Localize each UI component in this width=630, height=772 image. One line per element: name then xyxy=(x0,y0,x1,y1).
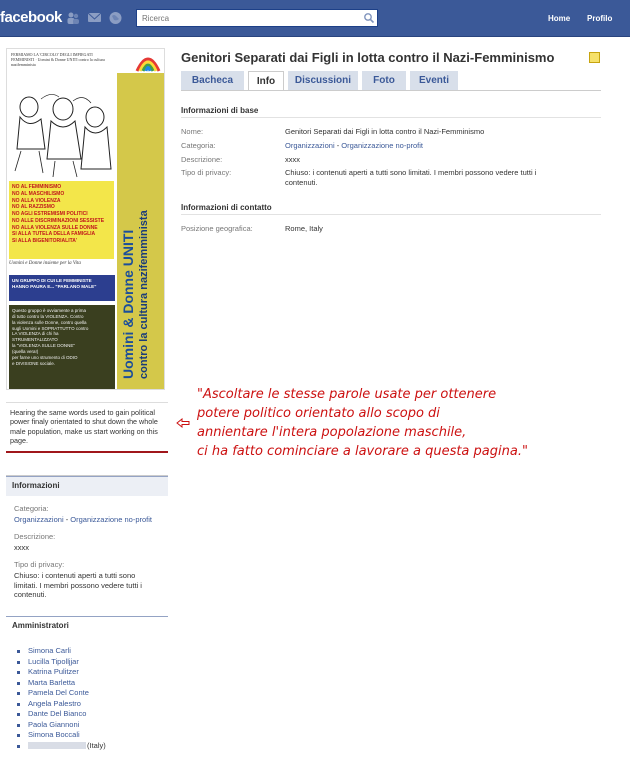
category-link-organizzazioni[interactable]: Organizzazioni xyxy=(14,515,64,525)
facebook-logo[interactable]: facebook xyxy=(0,9,62,26)
statement-line: la violenza sulle Donne, contro quella xyxy=(12,319,87,325)
messages-icon[interactable] xyxy=(87,11,102,25)
redacted-name xyxy=(28,742,86,749)
tabs-divider xyxy=(181,90,601,91)
category-link-no-profit[interactable]: Organizzazione no-profit xyxy=(70,515,152,525)
poster-header-text: FERMIAMO LA 'CIRCOLO' DEGLI IMPIEGATI FEMMINISTI · Uomini & Donne UNITI contro la cultura nazifemminista xyxy=(11,52,105,67)
sidebar-category-value xyxy=(14,515,160,525)
poster-slogan: Uomini e Donne insieme per la Vita xyxy=(9,261,81,266)
quote-line: "Ascoltare le stesse parole usate per ottenere xyxy=(197,387,497,402)
page-type-icon xyxy=(589,52,600,63)
page-description: Hearing the same words used to gain political power finaly orientated to shut down the whole male population, make us start working on this page. xyxy=(6,402,168,453)
basic-info-divider xyxy=(181,117,601,118)
category-value xyxy=(285,141,423,151)
search-icon[interactable] xyxy=(363,12,375,24)
quote-line: annientare l'intera popolazione maschile, xyxy=(197,425,467,440)
notifications-globe-icon[interactable] xyxy=(108,11,123,25)
location-value: Rome, Italy xyxy=(285,224,323,233)
slogan-line: NO AGLI ESTREMISMI POLITICI xyxy=(12,211,88,217)
notification-icons xyxy=(66,11,126,27)
category-label: Categoria: xyxy=(181,141,216,150)
admin-location: (Italy) xyxy=(87,740,106,750)
admin-link-redacted[interactable] xyxy=(14,741,160,752)
annotation-quote xyxy=(197,385,627,461)
description-value: xxxx xyxy=(285,155,300,164)
slogan-line: SI ALLA BIGENITORIALITA' xyxy=(12,238,78,244)
side-banner-line2: contro la cultura nazifemminista xyxy=(138,210,150,379)
sidebar-category-label: Categoria: xyxy=(14,504,49,514)
admin-link[interactable]: Katrina Pulitzer xyxy=(14,667,160,678)
statement-line: sugli Uomini e SOPRATTUTTO contro xyxy=(12,325,89,331)
statement-line: per farne uno strumento di ODIO xyxy=(12,354,78,360)
description-label: Descrizione: xyxy=(181,155,223,164)
blue-banner-line: UN GRUPPO DI CUI LE FEMMINISTE xyxy=(12,278,92,283)
statement-line: e DIVISIONE sociale. xyxy=(12,360,56,366)
quote-line: ci ha fatto cominciare a lavorare a questa pagina." xyxy=(197,444,528,459)
statement-line: di tutto contro la VIOLENZA. Contro xyxy=(12,313,84,319)
side-banner-text xyxy=(119,61,151,379)
side-banner-line1: Uomini & Donne UNITI xyxy=(120,229,136,379)
basic-info-title: Informazioni di base xyxy=(181,106,259,115)
slogan-line: NO ALLE DISCRIMINAZIONI SESSISTE xyxy=(12,217,105,224)
admin-link[interactable]: Dante Del Bianco xyxy=(14,709,160,720)
admin-link[interactable]: Lucilla Tipolljjar xyxy=(14,657,160,668)
sidebar-info-box xyxy=(6,475,168,606)
statement-line: la "VIOLENZA SULLE DONNE" xyxy=(12,343,75,349)
statement-line: STRUMENTALIZZATO xyxy=(12,337,58,343)
privacy-value: Chiuso: i contenuti aperti a tutti sono limitati. I membri possono vedere tutti i contenuti. xyxy=(285,168,537,188)
tab-bacheca[interactable]: Bacheca xyxy=(181,71,244,91)
top-bar xyxy=(0,0,630,37)
quote-line: potere politico orientato allo scopo di xyxy=(197,406,440,421)
tab-discussioni[interactable]: Discussioni xyxy=(288,71,358,91)
category-separator: - xyxy=(334,141,342,150)
admin-link[interactable]: Simona Carli xyxy=(14,646,160,657)
blue-banner-line: HANNO PAURA E... "PARLANO MALE" xyxy=(12,283,97,289)
page-title: Genitori Separati dai Figli in lotta contro il Nazi-Femminismo xyxy=(181,50,555,65)
profile-picture[interactable] xyxy=(6,48,165,390)
admins-title: Amministratori xyxy=(6,616,168,636)
name-label: Nome: xyxy=(181,127,204,136)
poster-blue-banner xyxy=(9,275,115,301)
search-input[interactable] xyxy=(137,10,357,26)
arrow-left-icon xyxy=(176,418,190,428)
location-label: Posizione geografica: xyxy=(181,224,253,233)
tab-eventi[interactable]: Eventi xyxy=(410,71,458,91)
tab-info[interactable]: Info xyxy=(248,71,284,91)
sidebar-description-label: Descrizione: xyxy=(14,532,56,542)
slogan-line: NO ALLA VIOLENZA xyxy=(12,197,61,204)
home-link[interactable]: Home xyxy=(548,14,571,23)
statement-line: (quella vera!) xyxy=(12,348,39,354)
sidebar-privacy-value: Chiuso: i contenuti aperti a tutti sono limitati. I membri possono vedere tutti i contenuti. xyxy=(14,570,142,600)
admin-link[interactable]: Paola Giannoni xyxy=(14,720,160,731)
tab-foto[interactable]: Foto xyxy=(362,71,406,91)
sidebar-privacy-label: Tipo di privacy: xyxy=(14,559,65,569)
name-value: Genitori Separati dai Figli in lotta contro il Nazi-Femminismo xyxy=(285,127,485,136)
sidebar-description-value: xxxx xyxy=(14,543,29,553)
friend-requests-icon[interactable] xyxy=(66,11,81,25)
admin-link[interactable]: Angela Palestro xyxy=(14,699,160,710)
admin-link[interactable]: Simona Boccali xyxy=(14,730,160,741)
statement-line: LA VIOLENZA di chi ha xyxy=(12,331,59,337)
slogan-line: SI ALLA TUTELA DELLA FAMIGLIA xyxy=(12,231,96,238)
privacy-label: Tipo di privacy: xyxy=(181,168,232,177)
slogan-line: NO AL RAZZISMO xyxy=(12,204,55,211)
slogan-line: NO AL FEMMINISMO xyxy=(12,184,62,190)
search-box[interactable] xyxy=(136,9,378,27)
admin-link[interactable]: Pamela Del Conte xyxy=(14,688,160,699)
profile-link[interactable]: Profilo xyxy=(587,14,613,23)
left-column xyxy=(6,48,168,751)
contact-info-title: Informazioni di contatto xyxy=(181,203,272,212)
poster-statement-box xyxy=(9,305,115,389)
category-separator: - xyxy=(63,515,71,525)
slogan-line: NO ALLA VIOLENZA SULLE DONNE xyxy=(12,224,98,231)
sidebar-info-title: Informazioni xyxy=(6,476,168,496)
category-link-no-profit[interactable]: Organizzazione no-profit xyxy=(341,141,423,150)
admin-link[interactable]: Marta Barletta xyxy=(14,678,160,689)
cartoon-illustration xyxy=(11,89,115,179)
admins-list xyxy=(6,636,168,751)
contact-info-divider xyxy=(181,214,601,215)
statement-line: Questo gruppo è ovviamente a prima xyxy=(12,308,87,313)
sidebar-info-body xyxy=(6,496,168,606)
category-link-organizzazioni[interactable]: Organizzazioni xyxy=(285,141,335,150)
slogan-line: NO AL MASCHILISMO xyxy=(12,190,65,197)
admins-box xyxy=(6,616,168,751)
slogan-box xyxy=(9,181,114,259)
